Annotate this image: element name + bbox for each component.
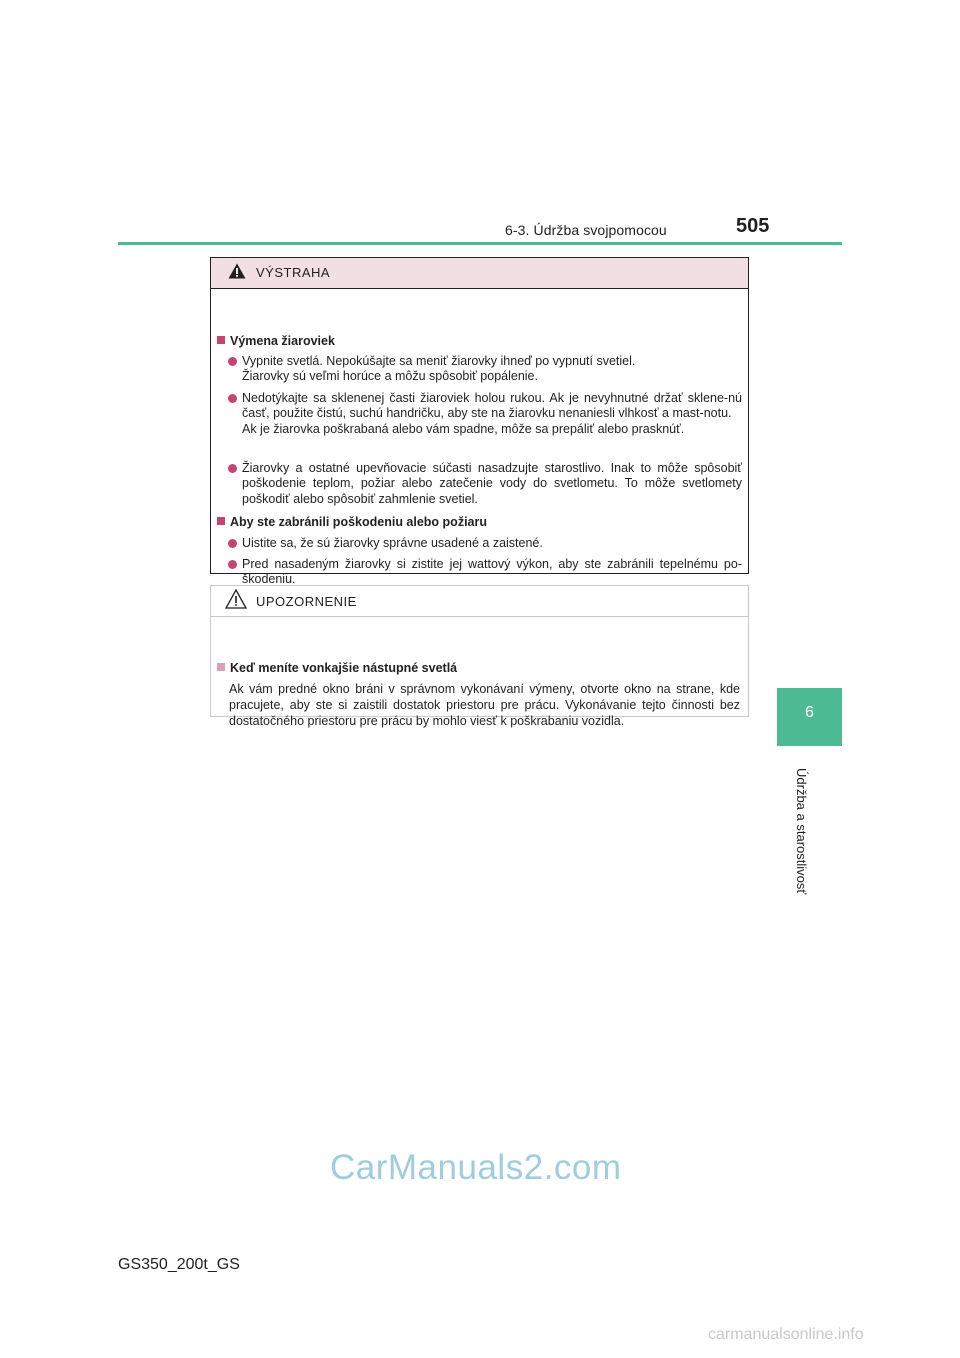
notice-header bbox=[211, 586, 748, 617]
section-title: 6-3. Údržba svojpomocou bbox=[505, 222, 667, 238]
heading-text: Aby ste zabránili poškodeniu alebo požiaru bbox=[230, 515, 487, 529]
warning-heading-fire bbox=[217, 515, 487, 529]
bullet-text: Uistite sa, že sú žiarovky správne usadené a zaistené. bbox=[242, 536, 543, 550]
bullet-icon bbox=[228, 464, 237, 473]
list-item bbox=[228, 354, 742, 385]
list-item bbox=[228, 536, 742, 551]
bullet-icon bbox=[228, 539, 237, 548]
list-item bbox=[228, 391, 742, 437]
notice-title: UPOZORNENIE bbox=[256, 594, 357, 609]
bullet-icon bbox=[228, 357, 237, 366]
notice-paragraph: Ak vám predné okno bráni v správnom vykonávaní výmeny, otvorte okno na strane, kde pracujete, aby ste si zaistili dostatok priestoru pre prácu. Vykonávanie tejto činnosti bez dostatočného priestoru pre prácu by mohlo viesť k poškrabaniu vozidla. bbox=[229, 682, 740, 728]
bullet-icon bbox=[228, 560, 237, 569]
watermark-logo: CarManuals2.com bbox=[330, 1148, 622, 1187]
notice-heading bbox=[217, 661, 457, 675]
header-rule bbox=[118, 242, 842, 245]
list-item bbox=[228, 557, 742, 588]
heading-text: Keď meníte vonkajšie nástupné svetlá bbox=[230, 661, 458, 675]
chapter-number: 6 bbox=[805, 704, 814, 721]
watermark-url: carmanualsonline.info bbox=[708, 1326, 864, 1343]
chapter-tab bbox=[777, 688, 842, 746]
page-number: 505 bbox=[736, 215, 770, 237]
chapter-title: Údržba a starostlivosť bbox=[794, 768, 809, 895]
list-item bbox=[228, 461, 742, 507]
heading-square-icon bbox=[217, 517, 225, 525]
warning-heading-bulbs bbox=[217, 334, 335, 348]
heading-square-icon bbox=[217, 336, 225, 344]
heading-square-icon bbox=[217, 663, 225, 671]
bullet-text: Nedotýkajte sa sklenenej časti žiaroviek holou rukou. Ak je nevyhnutné držať sklene-nú časť, použite čistú, suchú handričku, aby ste na žiarovku nenaniesli vlhkosť a mast-notu. bbox=[242, 391, 742, 421]
heading-text: Výmena žiaroviek bbox=[230, 334, 335, 348]
bullet-text: Pred nasadeným žiarovky si zistite jej wattový výkon, aby ste zabránili tepelnému po-škodeniu. bbox=[242, 557, 742, 587]
bullet-text: Ak je žiarovka poškrabaná alebo vám spadne, môže sa prepáliť alebo prasknúť. bbox=[242, 421, 685, 436]
warning-header bbox=[211, 258, 748, 289]
warning-triangle-icon bbox=[228, 263, 246, 279]
caution-triangle-icon bbox=[225, 589, 247, 609]
bullet-text: Žiarovky a ostatné upevňovacie súčasti nasadzujte starostlivo. Inak to môže spôsobiť poškodenie teplom, požiar alebo zatečenie vody do svetlometu. To môže svetlomety poškodiť alebo spôsobiť zahmlenie svetiel. bbox=[242, 461, 742, 506]
warning-box bbox=[210, 257, 749, 587]
bullet-icon bbox=[228, 394, 237, 403]
model-code: GS350_200t_GS bbox=[118, 1256, 240, 1273]
bullet-text: Žiarovky sú veľmi horúce a môžu spôsobiť popálenie. bbox=[242, 369, 538, 384]
warning-title: VÝSTRAHA bbox=[256, 265, 331, 280]
notice-box bbox=[210, 585, 749, 728]
bullet-text: Vypnite svetlá. Nepokúšajte sa meniť žiarovky ihneď po vypnutí svetiel. bbox=[242, 354, 636, 368]
